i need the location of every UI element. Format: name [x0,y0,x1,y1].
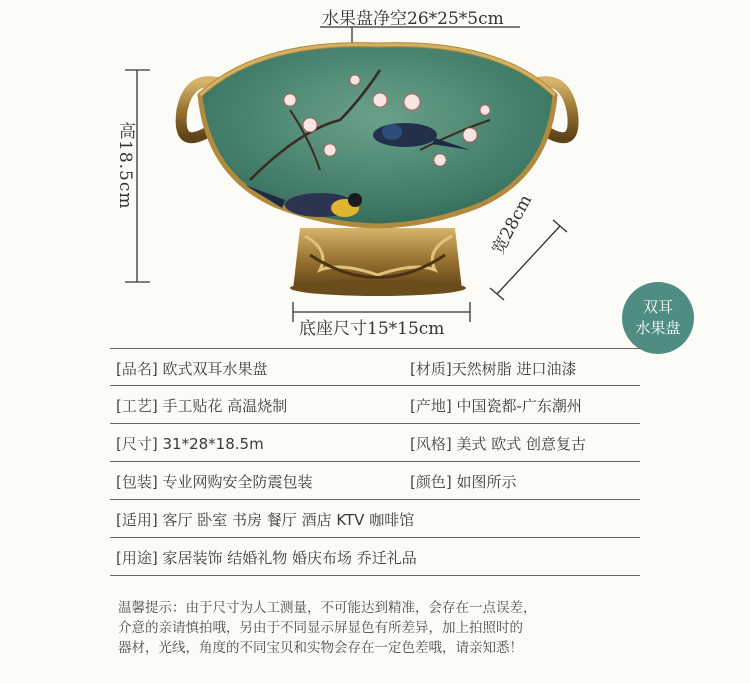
spec-row-purpose [110,538,640,576]
spec-value: 31*28*18.5m [162,435,264,453]
spec-value: 家居装饰 结婚礼物 婚庆布场 乔迁礼品 [162,549,417,567]
spec-value: 美式 欧式 创意复古 [456,435,587,453]
spec-row-name [110,348,640,386]
spec-origin-cell [410,395,582,416]
spec-key: [材质] [410,360,452,378]
spec-packaging-cell [116,471,313,492]
spec-key: [用途] [116,549,158,567]
spec-key: [工艺] [116,397,158,415]
notice-line-3: 器材，光线，角度的不同宝贝和实物会存在一定色差哦，请亲知悉！ [118,640,523,656]
width-dimension: 宽28cm [488,191,537,258]
spec-name-cell [116,358,268,379]
spec-value: 欧式双耳水果盘 [162,360,268,378]
notice-line-1: 温馨提示：由于尺寸为人工测量，不可能达到精准，会存在一点误差， [118,600,537,616]
product-badge [622,282,694,354]
spec-key: [颜色] [410,473,452,491]
height-dimension: 高18.5cm [115,122,135,210]
spec-value: 专业网购安全防震包装 [162,473,313,491]
spec-value: 中国瓷都-广东潮州 [456,397,582,415]
spec-color-cell [410,471,517,492]
bowl-inner-dimension: 水果盘净空26*25*5cm [322,9,504,29]
bowl-base [290,228,466,296]
spec-key: [适用] [116,511,158,529]
notice-line-2: 介意的亲请慎拍哦，另由于不同显示屏显色有所差异，加上拍照时的 [118,620,523,636]
spec-row-size [110,424,640,462]
badge-line-2: 水果盘 [635,319,681,337]
spec-row-packaging [110,462,640,500]
spec-value: 天然树脂 进口油漆 [451,360,577,378]
spec-value: 如图所示 [456,473,517,491]
spec-value: 客厅 卧室 书房 餐厅 酒店 KTV 咖啡馆 [162,511,415,529]
spec-key: [风格] [410,435,452,453]
spec-key: [产地] [410,397,452,415]
spec-usage-place-cell [116,509,414,530]
bowl-body [200,45,555,226]
spec-key: [包装] [116,473,158,491]
spec-row-craft [110,386,640,424]
spec-craft-cell [116,395,287,416]
spec-size-cell [116,433,264,454]
spec-value: 手工贴花 高温烧制 [162,397,288,415]
spec-style-cell [410,433,586,454]
spec-row-usage-place [110,500,640,538]
badge-line-1: 双耳 [642,298,673,316]
spec-material-cell [410,358,577,379]
spec-table [110,348,640,576]
base-dimension: 底座尺寸15*15cm [299,319,445,339]
spec-key: [品名] [116,360,158,378]
spec-key: [尺寸] [116,435,158,453]
warm-notice [118,598,658,658]
spec-purpose-cell [116,547,417,568]
